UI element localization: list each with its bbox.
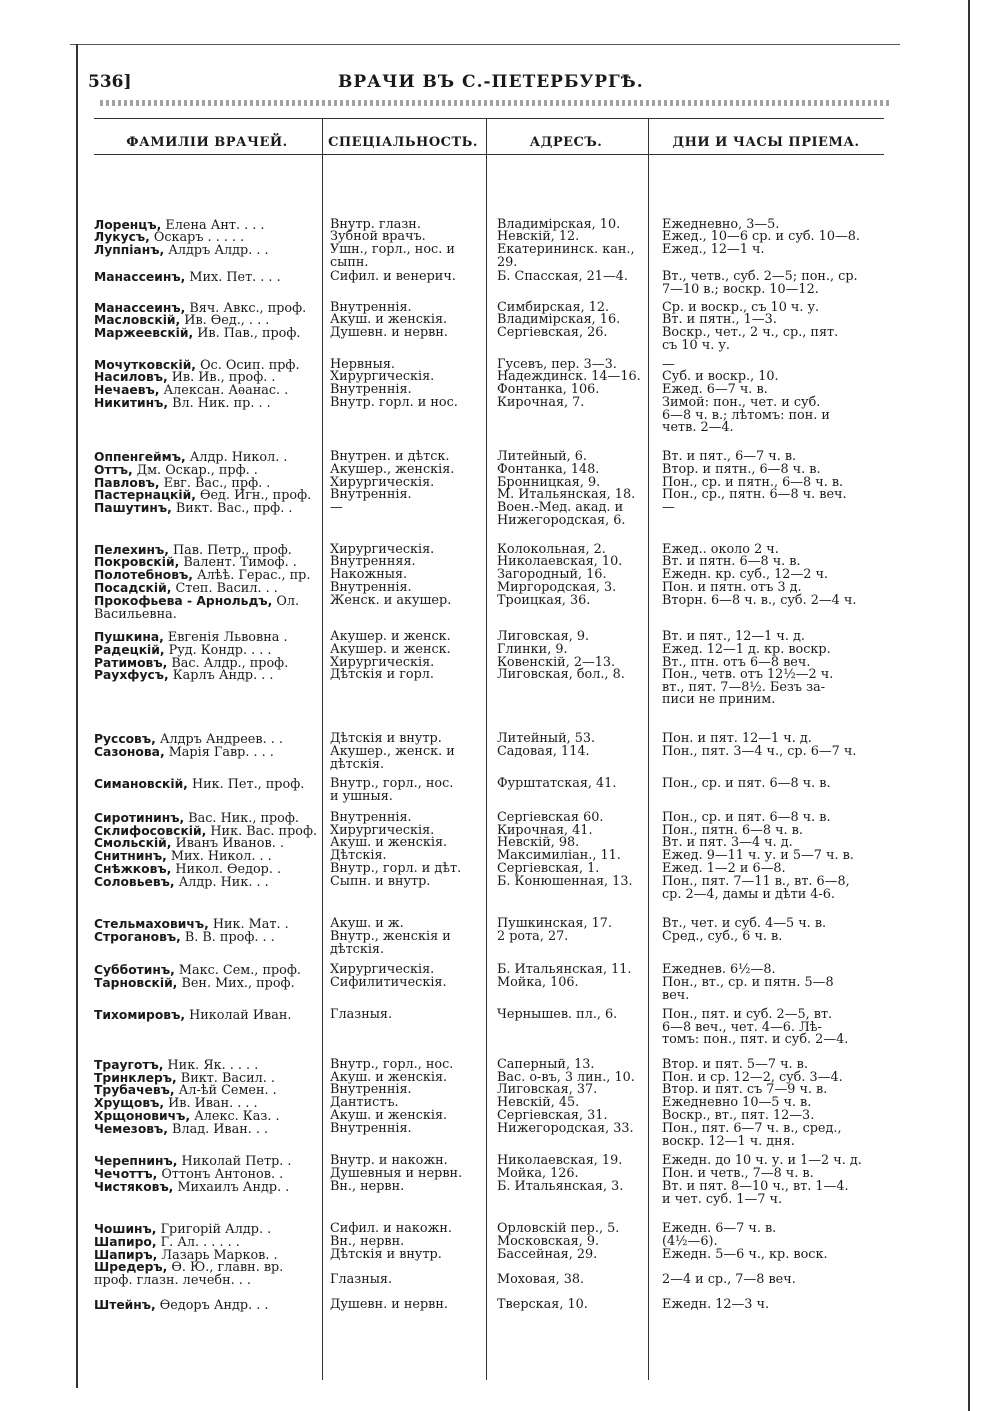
specialty-cell: Дѣтскія и горл. [330,667,434,682]
physician-surname: Субботинъ, [94,963,175,977]
specialty-cell: Хирургическія. [330,475,435,490]
address-cell: 2 рота, 27. [497,929,569,944]
physician-given-names: Викт. Вас., прф. . [175,501,293,516]
reception-hours-cell: Ежед. 1—2 и 6—8. [662,861,786,876]
page-frame-top [70,44,900,45]
physician-surname: Пелехинъ, [94,543,169,557]
address-cell: Невскій, 12. [497,229,580,244]
physician-given-names: Ос. Осип. прф. [200,358,300,373]
address-cell: Орловскій пер., 5. [497,1221,620,1236]
physician-given-names: Вен. Мих., проф. [181,976,295,991]
reception-hours-cell: Вт. и пят., 12—1 ч. д. [662,629,805,644]
physician-given-names: Иванъ Иванов. . [175,836,284,851]
reception-hours-cell: Вт. и пятн., 1—3. [662,312,777,327]
physician-given-names: Степ. Васил. . . [175,581,278,596]
specialty-cell: Акуш. и женскія. [330,1108,448,1123]
physician-name-cell [94,271,320,285]
physician-surname: Тринклеръ, [94,1071,177,1085]
specialty-cell: Душевн. и нервн. [330,325,448,340]
reception-hours-cell: Ежедн. 12—3 ч. [662,1297,770,1312]
physician-given-names: Алѣѣ. Герас., пр. [196,568,311,583]
address-cell: Николаевская, 19. [497,1153,623,1168]
reception-hours-cell: Вт., четв., суб. 2—5; пон., ср. 7—10 в.; воскр. 10—12. [662,269,858,297]
physician-given-names: Елена Ант. . . . [165,218,265,233]
physician-surname: Руссовъ, [94,732,156,746]
specialty-cell: Внутренняя. [330,554,416,569]
physician-given-names: Алдръ Андреев. . . [159,732,283,747]
physician-given-names: Оскаръ . . . . . [153,230,245,245]
address-cell: Лиговская, бол., 8. [497,667,625,682]
physician-surname: Черепнинъ, [94,1154,178,1168]
reception-hours-cell: Вт. и пят., 6—7 ч. в. [662,449,797,464]
specialty-cell: Глазныя. [330,1007,393,1022]
physician-given-names: Валент. Тимоф. . [183,555,297,570]
reception-hours-cell: Ежедн. 5—6 ч., кр. воск. [662,1247,828,1262]
specialty-cell: Внутреннія. [330,300,412,315]
physician-name-cell [94,595,320,621]
specialty-cell: Внутр. глазн. [330,217,421,232]
specialty-cell: Глазныя. [330,1271,393,1287]
physician-given-names: Вас. Алдр., проф. [171,656,289,671]
address-cell: Б. Итальянская, 11. [497,962,632,977]
physician-surname: Симановскій, [94,777,188,791]
column-header-hours: ДНИ И ЧАСЫ ПРІЕМА. [672,135,860,150]
specialty-cell: Внутреннія. [330,1121,412,1136]
physician-surname: Чечоттъ, [94,1167,158,1181]
reception-hours-cell: Пон. и четв., 7—8 ч. в. [662,1166,814,1181]
physician-given-names: Ник. Пет., проф. [191,777,305,792]
reception-hours-cell: Втор. и пятн., 6—8 ч. в. [662,462,821,477]
specialty-cell: Хирургическія. [330,542,435,557]
reception-hours-cell: Пон. и ср. 12—2, суб. 3—4. [662,1070,843,1085]
physician-surname: Тихомировъ, [94,1008,185,1022]
reception-hours-cell: — [662,500,675,515]
physician-surname: Чошинъ, [94,1222,157,1236]
address-cell: Миргородская, 3. [497,580,617,595]
reception-hours-cell: Ежед. 6—7 ч. в. [662,382,768,397]
physician-surname: Чистяковъ, [94,1180,174,1194]
specialty-cell: Внутр., женскія и дѣтскія. [330,929,451,957]
physician-name-cell [94,244,320,258]
physician-given-names: Мих. Никол. . . [170,849,272,864]
reception-hours-cell: — [662,357,675,372]
physician-surname: Смольскій, [94,836,172,850]
physician-surname: Никитинъ, [94,396,169,410]
reception-hours-cell: Ежедн. кр. суб., 12—2 ч. [662,567,828,582]
specialty-cell: Сифил. и венерич. [330,269,456,284]
address-cell: Б. Спасская, 21—4. [497,269,628,284]
physician-given-names: Алдр. Никол. . [189,450,288,465]
physician-surname: Манассеинъ, [94,270,186,284]
specialty-cell: Душевн. и нервн. [330,1297,448,1312]
physician-name-cell [94,327,320,341]
physician-surname: Трауготъ, [94,1058,164,1072]
ornament-rule [100,100,890,106]
physician-surname: Мочутковскій, [94,358,196,372]
address-cell: Фонтанка, 148. [497,462,600,477]
column-header-names: ФАМИЛІИ ВРАЧЕЙ. [126,135,288,150]
specialty-cell: Дѣтскія. [330,848,387,863]
specialty-cell: Внутрен. и дѣтск. [330,449,450,464]
reception-hours-cell: Ежеднев. 6½—8. [662,962,776,977]
physician-surname: Посадскій, [94,581,172,595]
reception-hours-cell: Воскр., чет., 2 ч., ср., пят. съ 10 ч. у. [662,325,839,353]
reception-hours-cell: Пон., вт., ср. и пятн. 5—8 веч. [662,975,834,1003]
specialty-cell: Акушер., женск. и дѣтскія. [330,744,455,772]
physician-given-names: Дм. Оскар., прф. . [136,463,258,478]
address-cell: Сергіевская, 31. [497,1108,608,1123]
address-cell: Литейный, 6. [497,449,587,464]
address-cell: Ковенскій, 2—13. [497,655,616,670]
physician-name-cell [94,397,320,411]
physician-surname: Оппенгеймъ, [94,450,186,464]
address-cell: Невскій, 98. [497,835,580,850]
column-divider-1 [322,118,323,1380]
physician-surname: Тарновскій, [94,976,178,990]
physician-name-cell [94,931,320,945]
physician-given-names: Алекс. Каз. . [194,1109,280,1124]
physician-given-names: Ив. Иван. . . . [168,1096,258,1111]
physician-surname: Лоренцъ, [94,218,162,232]
header-bottom-rule [94,154,884,155]
reception-hours-cell: Пон., ср. и пят. 6—8 ч. в. [662,810,831,825]
reception-hours-cell: Ежед. 9—11 ч. у. и 5—7 ч. в. [662,848,854,863]
physician-surname: Шредеръ, [94,1260,168,1274]
reception-hours-cell: Ежедневно, 3—5. [662,217,780,232]
physician-surname: Пушкина, [94,630,164,644]
physician-given-names: Мих. Пет. . . . [189,270,281,285]
reception-hours-cell: Ежед.. около 2 ч. [662,542,779,557]
physician-given-names: Ѳ. Ю., главн. вр. проф. глазн. лечебн. . . [94,1260,284,1288]
reception-hours-cell: Зимой: пон., чет. и суб. 6—8 ч. в.; лѣтомъ: пон. и четв. 2—4. [662,395,830,436]
physician-given-names: Евг. Вас., прф. . [163,476,271,491]
physician-surname: Стельмаховичъ, [94,917,209,931]
physician-given-names: Карлъ Андр. . . [172,668,274,683]
physician-surname: Шапиро, [94,1235,157,1249]
physician-surname: Павловъ, [94,476,160,490]
specialty-cell: Женск. и акушер. [330,593,452,608]
address-cell: Мойка, 106. [497,975,579,990]
reception-hours-cell: Ежед. 12—1 д. кр. воскр. [662,642,831,657]
reception-hours-cell: Пон. и пятн. отъ 3 д. [662,580,802,595]
table-top-rule [94,118,884,119]
address-cell: Моховая, 38. [497,1271,585,1287]
specialty-cell: Хирургическія. [330,369,435,384]
physician-given-names: Ник. Вас. проф. [210,824,318,839]
physician-given-names: Михаилъ Андр. . [177,1180,290,1195]
specialty-cell: Хирургическія. [330,962,435,977]
physician-name-cell [94,1261,320,1287]
physician-name-cell [94,669,320,683]
physician-given-names: Вас. Ник., проф. [188,811,299,826]
reception-hours-cell: Вт. и пятн. 6—8 ч. в. [662,554,801,569]
address-cell: Глинки, 9. [497,642,568,657]
page-frame-right [968,0,970,1411]
physician-surname: Пашутинъ, [94,501,172,515]
reception-hours-cell: Ежедн. до 10 ч. у. и 1—2 ч. д. [662,1153,862,1168]
physician-given-names: Ѳедоръ Андр. . . [159,1298,269,1313]
specialty-cell: Сифил. и накожн. [330,1221,452,1236]
directory-page [78,46,888,1381]
column-divider-2 [486,118,487,1380]
physician-surname: Луппіанъ, [94,243,165,257]
specialty-cell: Зубной врачъ. [330,229,426,244]
address-cell: Садовая, 114. [497,744,590,759]
physician-given-names: Алексан. Аѳанас. . [163,383,289,398]
address-cell: Екатерининск. кан., 29. [497,242,635,270]
address-cell: Бронницкая, 9. [497,475,601,490]
physician-surname: Радецкій, [94,643,165,657]
reception-hours-cell: Ежед., 12—1 ч. [662,242,765,257]
reception-hours-cell: Пон., ср. и пят. 6—8 ч. в. [662,776,831,791]
address-cell: Фурштатская, 41. [497,776,617,791]
physician-surname: Покровскій, [94,555,180,569]
physician-surname: Оттъ, [94,463,133,477]
column-header-address: АДРЕСЪ. [529,135,603,150]
physician-surname: Нечаевъ, [94,383,160,397]
physician-surname: Штейнъ, [94,1298,156,1312]
column-header-specialty: СПЕЦІАЛЬНОСТЬ. [328,135,478,150]
physician-name-cell [94,876,320,890]
physician-given-names: Ник. Як. . . . . [167,1058,259,1073]
physician-surname: Строгановъ, [94,930,181,944]
physician-given-names: Г. Ал. . . . . . [160,1235,240,1250]
physician-surname: Раухфусъ, [94,668,169,682]
address-cell: Б. Конюшенная, 13. [497,874,633,889]
physician-name-cell [94,746,320,760]
physician-surname: Хрщоновичъ, [94,1109,191,1123]
address-cell: Мойка, 126. [497,1166,579,1181]
physician-surname: Сиротининъ, [94,811,185,825]
physician-given-names: Оттонъ Антонов. . [161,1167,284,1182]
specialty-cell: Ушн., горл., нос. и сыпн. [330,242,455,270]
address-cell: М. Итальянская, 18. [497,487,636,502]
physician-given-names: Алдръ Алдр. . . [168,243,269,258]
page-title: ВРАЧИ ВЪ С.-ПЕТЕРБУРГѢ. [338,72,644,92]
reception-hours-cell: Суб. и воскр., 10. [662,369,779,384]
physician-given-names: Руд. Кондр. . . . [168,643,272,658]
specialty-cell: Внутр., горл., нос. и ушныя. [330,776,454,804]
physician-surname: Насиловъ, [94,370,168,384]
physician-given-names: Макс. Сем., проф. [178,963,301,978]
address-cell: Литейный, 53. [497,731,596,746]
specialty-cell: Внутреннія. [330,487,412,502]
specialty-cell: Акушер., женскія. [330,462,455,477]
address-cell: Максимиліан., 11. [497,848,621,863]
address-cell: Саперный, 13. [497,1057,595,1072]
specialty-cell: Внутр., горл., нос. [330,1057,454,1072]
physician-given-names: Ив. Ѳед., . . . [184,313,270,328]
address-cell: Фонтанка, 106. [497,382,600,397]
physician-given-names: Марія Гавр. . . . [168,745,274,760]
address-cell: Загородный, 16. [497,567,607,582]
physician-surname: Пастернацкій, [94,488,196,502]
physician-given-names: Николай Иван. [189,1008,292,1023]
physician-given-names: Евгенія Львовна . [167,630,288,645]
physician-name-cell [94,1299,320,1313]
specialty-cell: — [330,500,343,515]
specialty-cell: Внутр., горл. и дѣт. [330,861,462,876]
physician-name-cell [94,502,320,516]
physician-given-names: Николай Петр. . [181,1154,292,1169]
reception-hours-cell: Ежед., 10—6 ср. и суб. 10—8. [662,229,860,244]
physician-given-names: Никол. Ѳедор. . [175,862,282,877]
address-cell: Гусевъ, пер. 3—3. [497,357,617,372]
specialty-cell: Накожныя. [330,567,408,582]
physician-name-cell [94,1123,320,1137]
specialty-cell: Дѣтскія и внутр. [330,1247,442,1262]
reception-hours-cell: Пон., ср. и пятн., 6—8 ч. в. [662,475,844,490]
specialty-cell: Душевныя и нервн. [330,1166,463,1181]
specialty-cell: Сифилитическія. [330,975,447,990]
reception-hours-cell: Вт., птн. отъ 6—8 веч. [662,655,811,670]
address-cell: Кирочная, 7. [497,395,585,410]
reception-hours-cell: Втор. и пят. 5—7 ч. в. [662,1057,808,1072]
physician-surname: Шапиръ, [94,1248,158,1262]
address-cell: Б. Итальянская, 3. [497,1179,624,1194]
reception-hours-cell: Ежедневно 10—5 ч. в. [662,1095,812,1110]
physician-surname: Манассеинъ, [94,301,186,315]
physician-given-names: Пав. Петр., проф. [173,543,292,558]
reception-hours-cell: Вторн. 6—8 ч. в., суб. 2—4 ч. [662,593,857,608]
address-cell: Сергіевская, 1. [497,861,600,876]
physician-name-cell [94,1181,320,1195]
reception-hours-cell: Втор. и пят. съ 7—9 ч. в. [662,1082,828,1097]
reception-hours-cell: Вт. и пят. 3—4 ч. д. [662,835,793,850]
physician-name-cell [94,1009,320,1023]
address-cell: Воен.-Мед. акад. и Нижегородская, 6. [497,500,626,528]
address-cell: Надеждинск. 14—16. [497,369,641,384]
reception-hours-cell: Пон. и пят. 12—1 ч. д. [662,731,812,746]
physician-name-cell [94,977,320,991]
physician-given-names: Ол. Васильевна. [94,594,300,622]
physician-surname: Соловьевъ, [94,875,175,889]
specialty-cell: Внутреннія. [330,1082,412,1097]
specialty-cell: Дантистъ. [330,1095,399,1110]
reception-hours-cell: Пон., пят. 7—11 в., вт. 6—8, ср. 2—4, дамы и дѣти 4-6. [662,874,850,902]
address-cell: Пушкинская, 17. [497,916,612,931]
specialty-cell: Внутр. и накожн. [330,1153,448,1168]
reception-hours-cell: Воскр., вт., пят. 12—3. [662,1108,815,1123]
specialty-cell: Хирургическія. [330,823,435,838]
page-number: 536] [88,72,132,92]
physician-surname: Полотебновъ, [94,568,193,582]
specialty-cell: Дѣтскія и внутр. [330,731,442,746]
specialty-cell: Хирургическія. [330,655,435,670]
address-cell: Лиговская, 9. [497,629,590,644]
reception-hours-cell: Пон., пятн. 6—8 ч. в. [662,823,803,838]
specialty-cell: Акуш. и ж. [330,916,404,931]
address-cell: Сергіевская 60. [497,810,604,825]
specialty-cell: Внутр. горл. и нос. [330,395,458,410]
address-cell: Сергіевская, 26. [497,325,608,340]
address-cell: Владимірская, 16. [497,312,621,327]
reception-hours-cell: Ср. и воскр., съ 10 ч. у. [662,300,820,315]
reception-hours-cell: 2—4 и ср., 7—8 веч. [662,1271,796,1287]
physician-surname: Масловскій, [94,313,181,327]
reception-hours-cell: Пон., пят. 3—4 ч., ср. 6—7 ч. [662,744,857,759]
address-cell: Чернышев. пл., 6. [497,1007,618,1022]
physician-surname: Хрущовъ, [94,1096,165,1110]
reception-hours-cell: Вт. и пят. 8—10 ч., вт. 1—4. и чет. суб. 1—7 ч. [662,1179,849,1207]
physician-given-names: Викт. Васил. . [180,1071,276,1086]
physician-given-names: Ѳед. Игн., проф. [199,488,312,503]
physician-surname: Ратимовъ, [94,656,168,670]
specialty-cell: Вн., нервн. [330,1234,405,1249]
physician-given-names: Алдр. Ник. . . [178,875,269,890]
physician-surname: Склифосовскій, [94,824,207,838]
reception-hours-cell: Сред., суб., 6 ч. в. [662,929,783,944]
specialty-cell: Внутреннія. [330,810,412,825]
address-cell: Нижегородская, 33. [497,1121,634,1136]
address-cell: Колокольная, 2. [497,542,606,557]
physician-given-names: Григорій Алдр. . [160,1222,272,1237]
specialty-cell: Сыпн. и внутр. [330,874,431,889]
physician-surname: Снѣжковъ, [94,862,172,876]
physician-surname: Маржеевскій, [94,326,194,340]
physician-given-names: Ник. Мат. . [212,917,289,932]
reception-hours-cell: Вт., чет. и суб. 4—5 ч. в. [662,916,827,931]
reception-hours-cell: Ежедн. 6—7 ч. в. [662,1221,777,1236]
address-cell: Бассейная, 29. [497,1247,598,1262]
physician-surname: Лукусъ, [94,230,150,244]
specialty-cell: Акушер. и женск. [330,642,451,657]
physician-given-names: Лазарь Марков. . [161,1248,278,1263]
address-cell: Троицкая, 36. [497,593,591,608]
address-cell: Симбирская, 12. [497,300,610,315]
physician-given-names: В. В. проф. . . [184,930,275,945]
physician-given-names: Вяч. Авкс., проф. [189,301,307,316]
physician-given-names: Ал-ѣй Семен. . [178,1083,277,1098]
address-cell: Николаевская, 10. [497,554,623,569]
physician-surname: Чемезовъ, [94,1122,168,1136]
physician-name-cell [94,778,320,792]
address-cell: Московская, 9. [497,1234,600,1249]
physician-given-names: Вл. Ник. пр. . . [172,396,271,411]
specialty-cell: Акуш. и женскія. [330,1070,448,1085]
physician-given-names: Влад. Иван. . . [172,1122,269,1137]
reception-hours-cell: Пон., ср., пятн. 6—8 ч. веч. [662,487,847,502]
address-cell: Лиговская, 37. [497,1082,598,1097]
specialty-cell: Акуш. и женскія. [330,312,448,327]
physician-given-names: Ив. Ив., проф. . [171,370,276,385]
physician-surname: Прокофьева - Арнольдъ, [94,594,273,608]
physician-surname: Снитнинъ, [94,849,167,863]
address-cell: Невскій, 45. [497,1095,580,1110]
reception-hours-cell: Пон., четв. отъ 12½—2 ч. вт., пят. 7—8½. Безъ за- писи не приним. [662,667,834,708]
reception-hours-cell: Пон., пят. и суб. 2—5, вт. 6—8 веч., чет. 4—6. Лѣ- томъ: пон., пят. и суб. 2—4. [662,1007,849,1048]
address-cell: Кирочная, 41. [497,823,593,838]
reception-hours-cell: Пон., пят. 6—7 ч. в., сред., воскр. 12—1 ч. дня. [662,1121,842,1149]
physician-surname: Трубачевъ, [94,1083,175,1097]
address-cell: Тверская, 10. [497,1297,588,1312]
specialty-cell: Акуш. и женскія. [330,835,448,850]
physician-given-names: Ив. Пав., проф. [197,326,301,341]
address-cell: Вас. о-въ, 3 лин., 10. [497,1070,635,1085]
specialty-cell: Внутреннія. [330,580,412,595]
address-cell: Владимірская, 10. [497,217,621,232]
specialty-cell: Акушер. и женск. [330,629,451,644]
physician-surname: Сазонова, [94,745,165,759]
specialty-cell: Нервныя. [330,357,395,372]
specialty-cell: Вн., нервн. [330,1179,405,1194]
reception-hours-cell: (4½—6). [662,1234,718,1249]
specialty-cell: Внутреннія. [330,382,412,397]
